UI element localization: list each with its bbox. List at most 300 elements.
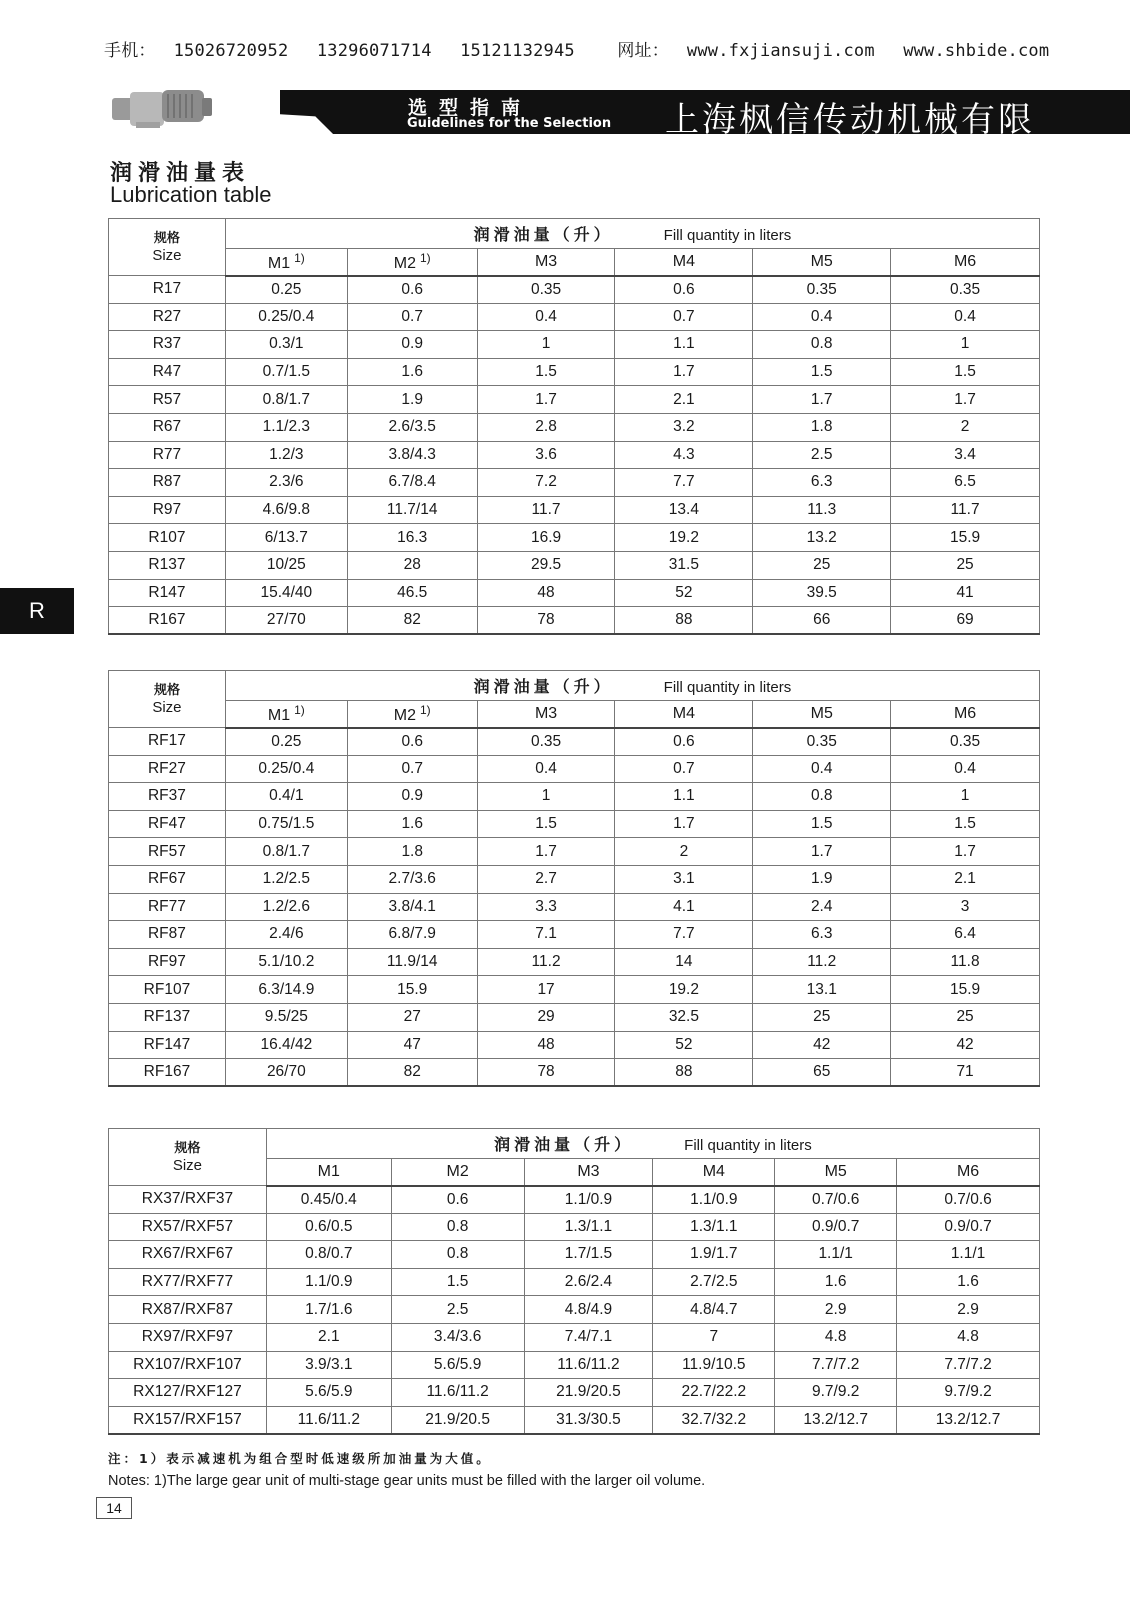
footnote-marker: 1) — [294, 250, 305, 265]
table-row — [109, 496, 1040, 524]
mounting-position-header — [891, 701, 1040, 728]
oil-quantity-cell: 1.7 — [477, 838, 615, 866]
table-row — [109, 893, 1040, 921]
mounting-position-header — [753, 249, 891, 276]
oil-quantity-cell: 4.8/4.9 — [524, 1296, 653, 1324]
oil-quantity-cell: 1.8 — [753, 413, 891, 441]
size-cell: RF77 — [109, 893, 226, 921]
mounting-position-label: M2 — [446, 1162, 469, 1180]
oil-quantity-cell: 2.8 — [477, 413, 615, 441]
table-row — [109, 1059, 1040, 1087]
oil-quantity-cell: 0.7 — [615, 303, 753, 331]
oil-quantity-cell: 2.9 — [775, 1296, 897, 1324]
oil-quantity-cell: 3.6 — [477, 441, 615, 469]
oil-quantity-cell: 0.25 — [225, 276, 347, 304]
table-row — [109, 331, 1040, 359]
notes — [108, 1448, 705, 1492]
size-cell: RF57 — [109, 838, 226, 866]
oil-quantity-cell: 2.1 — [615, 386, 753, 414]
mounting-position-header — [347, 249, 477, 276]
oil-quantity-cell: 1.5 — [477, 358, 615, 386]
mounting-position-label: M6 — [953, 252, 977, 270]
table-row — [109, 303, 1040, 331]
oil-quantity-cell: 7.7/7.2 — [775, 1351, 897, 1379]
fill-quantity-en: Fill quantity in liters — [684, 1137, 812, 1154]
oil-quantity-cell: 4.1 — [615, 893, 753, 921]
mounting-position-label: M2 — [393, 254, 416, 272]
table-row — [109, 358, 1040, 386]
oil-quantity-cell: 1.8 — [347, 838, 477, 866]
oil-quantity-cell: 1 — [477, 331, 615, 359]
size-cell: RX57/RXF57 — [109, 1213, 267, 1241]
oil-quantity-cell: 13.1 — [753, 976, 891, 1004]
oil-quantity-cell: 0.7 — [347, 303, 477, 331]
table-row — [109, 1351, 1040, 1379]
size-cell: RF167 — [109, 1059, 226, 1087]
oil-quantity-cell: 42 — [891, 1031, 1040, 1059]
oil-quantity-cell: 1.7/1.6 — [266, 1296, 391, 1324]
oil-quantity-cell: 1.7 — [753, 838, 891, 866]
oil-quantity-cell: 31.5 — [615, 551, 753, 579]
mounting-position-label: M1 — [267, 254, 291, 272]
size-header-zh: 规格 — [174, 1141, 201, 1156]
mounting-position-label: M1 — [317, 1162, 340, 1180]
oil-quantity-cell: 0.9/0.7 — [897, 1213, 1040, 1241]
table-row — [109, 1003, 1040, 1031]
note-en: Notes: 1)The large gear unit of multi-stage gear units must be filled with the larger oil volume. — [108, 1473, 706, 1489]
oil-quantity-cell: 13.2 — [753, 524, 891, 552]
oil-quantity-cell: 21.9/20.5 — [391, 1406, 524, 1434]
oil-quantity-cell: 1 — [477, 783, 615, 811]
size-cell: R17 — [109, 276, 226, 304]
mounting-position-header — [653, 1159, 775, 1186]
table-row — [109, 755, 1040, 783]
oil-quantity-cell: 78 — [477, 1059, 615, 1087]
oil-quantity-cell: 5.6/5.9 — [266, 1379, 391, 1407]
fill-quantity-header — [225, 671, 1039, 701]
oil-quantity-cell: 0.8 — [391, 1213, 524, 1241]
oil-quantity-cell: 88 — [615, 607, 753, 635]
oil-quantity-cell: 27/70 — [225, 607, 347, 635]
oil-quantity-cell: 0.8 — [753, 783, 891, 811]
oil-quantity-cell: 1.1/1 — [897, 1241, 1040, 1269]
size-cell: RX127/RXF127 — [109, 1379, 267, 1407]
fill-quantity-header — [225, 219, 1039, 249]
oil-quantity-cell: 9.5/25 — [225, 1003, 347, 1031]
oil-quantity-cell: 0.7 — [615, 755, 753, 783]
oil-quantity-cell: 25 — [753, 551, 891, 579]
oil-quantity-cell: 6.8/7.9 — [347, 921, 477, 949]
oil-quantity-cell: 0.35 — [477, 276, 615, 304]
oil-quantity-cell: 2.5 — [753, 441, 891, 469]
oil-quantity-cell: 0.35 — [753, 728, 891, 756]
oil-quantity-cell: 6.5 — [891, 469, 1040, 497]
oil-quantity-cell: 3.1 — [615, 865, 753, 893]
oil-quantity-cell: 15.4/40 — [225, 579, 347, 607]
oil-quantity-cell: 1.7 — [891, 838, 1040, 866]
oil-quantity-cell: 0.4 — [753, 303, 891, 331]
oil-quantity-cell: 0.3/1 — [225, 331, 347, 359]
oil-quantity-cell: 0.6 — [391, 1186, 524, 1214]
oil-quantity-cell: 11.9/10.5 — [653, 1351, 775, 1379]
oil-quantity-cell: 82 — [347, 607, 477, 635]
oil-quantity-cell: 2.3/6 — [225, 469, 347, 497]
size-header-zh: 规格 — [153, 683, 180, 698]
mounting-position-header — [347, 701, 477, 728]
table-row — [109, 413, 1040, 441]
oil-quantity-cell: 7.7 — [615, 469, 753, 497]
size-header — [109, 671, 226, 728]
oil-quantity-cell: 0.4 — [891, 755, 1040, 783]
oil-quantity-cell: 0.45/0.4 — [266, 1186, 391, 1214]
oil-quantity-cell: 1 — [891, 783, 1040, 811]
table-row — [109, 1186, 1040, 1214]
table-row — [109, 441, 1040, 469]
table-row — [109, 1379, 1040, 1407]
section-tab: R — [0, 588, 74, 634]
fill-quantity-zh: 润滑油量（升） — [473, 225, 614, 244]
oil-quantity-cell: 1.3/1.1 — [524, 1213, 653, 1241]
oil-quantity-cell: 1.1/0.9 — [524, 1186, 653, 1214]
size-cell: RF67 — [109, 865, 226, 893]
oil-quantity-cell: 6.4 — [891, 921, 1040, 949]
mounting-position-header — [266, 1159, 391, 1186]
size-cell: RF137 — [109, 1003, 226, 1031]
size-cell: RF27 — [109, 755, 226, 783]
oil-quantity-cell: 13.4 — [615, 496, 753, 524]
mounting-position-label: M6 — [956, 1162, 980, 1180]
oil-quantity-cell: 1.9/1.7 — [653, 1241, 775, 1269]
oil-quantity-cell: 3.8/4.1 — [347, 893, 477, 921]
oil-quantity-cell: 88 — [615, 1059, 753, 1087]
size-cell: R167 — [109, 607, 226, 635]
mounting-position-header — [775, 1159, 897, 1186]
oil-quantity-cell: 5.6/5.9 — [391, 1351, 524, 1379]
oil-quantity-cell: 13.2/12.7 — [775, 1406, 897, 1434]
lubrication-table-r — [108, 218, 1040, 635]
size-cell: RX87/RXF87 — [109, 1296, 267, 1324]
size-cell: RX77/RXF77 — [109, 1268, 267, 1296]
table-row — [109, 469, 1040, 497]
table-row — [109, 1323, 1040, 1351]
oil-quantity-cell: 2.1 — [891, 865, 1040, 893]
oil-quantity-cell: 1.7 — [615, 810, 753, 838]
oil-quantity-cell: 21.9/20.5 — [524, 1379, 653, 1407]
oil-quantity-cell: 0.35 — [891, 728, 1040, 756]
table-row — [109, 976, 1040, 1004]
mounting-position-header — [477, 249, 615, 276]
oil-quantity-cell: 0.9 — [347, 331, 477, 359]
oil-quantity-cell: 1.5 — [753, 358, 891, 386]
table-row — [109, 579, 1040, 607]
footnote-marker: 1) — [294, 702, 305, 717]
oil-quantity-cell: 1 — [891, 331, 1040, 359]
website-label: 网址： — [617, 41, 669, 61]
mounting-position-label: M3 — [534, 704, 558, 722]
lubrication-table-rf — [108, 670, 1040, 1087]
oil-quantity-cell: 25 — [891, 1003, 1040, 1031]
size-cell: R37 — [109, 331, 226, 359]
oil-quantity-cell: 1.1 — [615, 331, 753, 359]
oil-quantity-cell: 0.7 — [347, 755, 477, 783]
mounting-position-label: M3 — [534, 252, 558, 270]
oil-quantity-cell: 69 — [891, 607, 1040, 635]
oil-quantity-cell: 4.6/9.8 — [225, 496, 347, 524]
oil-quantity-cell: 15.9 — [347, 976, 477, 1004]
oil-quantity-cell: 11.6/11.2 — [524, 1351, 653, 1379]
oil-quantity-cell: 11.9/14 — [347, 948, 477, 976]
oil-quantity-cell: 4.3 — [615, 441, 753, 469]
oil-quantity-cell: 11.8 — [891, 948, 1040, 976]
oil-quantity-cell: 2.1 — [266, 1323, 391, 1351]
size-cell: RX37/RXF37 — [109, 1186, 267, 1214]
size-cell: RF107 — [109, 976, 226, 1004]
oil-quantity-cell: 1.7 — [615, 358, 753, 386]
oil-quantity-cell: 6.3 — [753, 921, 891, 949]
mounting-position-header — [225, 249, 347, 276]
oil-quantity-cell: 4.8/4.7 — [653, 1296, 775, 1324]
mounting-position-label: M3 — [577, 1162, 600, 1180]
size-cell: RX107/RXF107 — [109, 1351, 267, 1379]
selection-title-zh: 选型指南 — [408, 97, 533, 119]
selection-title-en: Guidelines for the Selection — [407, 116, 612, 131]
oil-quantity-cell: 52 — [615, 579, 753, 607]
oil-quantity-cell: 11.6/11.2 — [266, 1406, 391, 1434]
oil-quantity-cell: 66 — [753, 607, 891, 635]
mounting-position-header — [524, 1159, 653, 1186]
oil-quantity-cell: 7.7/7.2 — [897, 1351, 1040, 1379]
oil-quantity-cell: 5.1/10.2 — [225, 948, 347, 976]
oil-quantity-cell: 32.7/32.2 — [653, 1406, 775, 1434]
size-cell: R107 — [109, 524, 226, 552]
oil-quantity-cell: 31.3/30.5 — [524, 1406, 653, 1434]
oil-quantity-cell: 6.3 — [753, 469, 891, 497]
table-row — [109, 810, 1040, 838]
oil-quantity-cell: 1.6 — [775, 1268, 897, 1296]
oil-quantity-cell: 1.6 — [897, 1268, 1040, 1296]
mounting-position-label: M4 — [672, 252, 695, 270]
size-cell: RF97 — [109, 948, 226, 976]
size-header — [109, 1129, 267, 1186]
oil-quantity-cell: 1.6 — [347, 358, 477, 386]
oil-quantity-cell: 6/13.7 — [225, 524, 347, 552]
oil-quantity-cell: 0.4 — [753, 755, 891, 783]
oil-quantity-cell: 0.8 — [391, 1241, 524, 1269]
oil-quantity-cell: 7 — [653, 1323, 775, 1351]
table-row — [109, 838, 1040, 866]
oil-quantity-cell: 32.5 — [615, 1003, 753, 1031]
table-row — [109, 1406, 1040, 1434]
oil-quantity-cell: 1.5 — [391, 1268, 524, 1296]
mounting-position-header — [225, 701, 347, 728]
note-zh: 注：1）表示减速机为组合型时低速级所加油量为大值。 — [108, 1451, 492, 1466]
oil-quantity-cell: 2.7 — [477, 865, 615, 893]
oil-quantity-cell: 1.5 — [891, 810, 1040, 838]
oil-quantity-cell: 9.7/9.2 — [897, 1379, 1040, 1407]
page-title-en: Lubrication table — [110, 182, 272, 207]
table-row — [109, 607, 1040, 635]
oil-quantity-cell: 27 — [347, 1003, 477, 1031]
oil-quantity-cell: 11.2 — [753, 948, 891, 976]
oil-quantity-cell: 29 — [477, 1003, 615, 1031]
mounting-position-label: M5 — [810, 252, 833, 270]
oil-quantity-cell: 2.4 — [753, 893, 891, 921]
oil-quantity-cell: 1.1/0.9 — [266, 1268, 391, 1296]
size-header-en: Size — [152, 247, 182, 264]
oil-quantity-cell: 2.7/3.6 — [347, 865, 477, 893]
oil-quantity-cell: 2.4/6 — [225, 921, 347, 949]
oil-quantity-cell: 25 — [891, 551, 1040, 579]
table-row — [109, 728, 1040, 756]
oil-quantity-cell: 16.9 — [477, 524, 615, 552]
website-link[interactable]: www.fxjiansuji.com — [686, 41, 875, 61]
oil-quantity-cell: 0.4 — [891, 303, 1040, 331]
phone-label: 手机： — [104, 41, 156, 61]
oil-quantity-cell: 10/25 — [225, 551, 347, 579]
size-cell: R27 — [109, 303, 226, 331]
oil-quantity-cell: 82 — [347, 1059, 477, 1087]
size-cell: RX97/RXF97 — [109, 1323, 267, 1351]
oil-quantity-cell: 29.5 — [477, 551, 615, 579]
oil-quantity-cell: 1.7 — [753, 386, 891, 414]
size-cell: R147 — [109, 579, 226, 607]
table-row — [109, 276, 1040, 304]
oil-quantity-cell: 1.5 — [753, 810, 891, 838]
oil-quantity-cell: 0.35 — [753, 276, 891, 304]
oil-quantity-cell: 0.8/0.7 — [266, 1241, 391, 1269]
oil-quantity-cell: 0.35 — [891, 276, 1040, 304]
oil-quantity-cell: 1.1/1 — [775, 1241, 897, 1269]
oil-quantity-cell: 9.7/9.2 — [775, 1379, 897, 1407]
oil-quantity-cell: 1.1/0.9 — [653, 1186, 775, 1214]
table-row — [109, 524, 1040, 552]
oil-quantity-cell: 2.9 — [897, 1296, 1040, 1324]
oil-quantity-cell: 0.7/0.6 — [775, 1186, 897, 1214]
oil-quantity-cell: 1.1/2.3 — [225, 413, 347, 441]
oil-quantity-cell: 0.8 — [753, 331, 891, 359]
mounting-position-label: M5 — [824, 1162, 847, 1180]
oil-quantity-cell: 2 — [615, 838, 753, 866]
oil-quantity-cell: 48 — [477, 579, 615, 607]
oil-quantity-cell: 48 — [477, 1031, 615, 1059]
oil-quantity-cell: 0.6/0.5 — [266, 1213, 391, 1241]
gear-motor-icon — [110, 84, 215, 130]
oil-quantity-cell: 1.7 — [891, 386, 1040, 414]
size-cell: R97 — [109, 496, 226, 524]
oil-quantity-cell: 0.4/1 — [225, 783, 347, 811]
page-number: 14 — [96, 1497, 132, 1519]
oil-quantity-cell: 41 — [891, 579, 1040, 607]
oil-quantity-cell: 13.2/12.7 — [897, 1406, 1040, 1434]
oil-quantity-cell: 15.9 — [891, 524, 1040, 552]
size-cell: R87 — [109, 469, 226, 497]
table-row — [109, 921, 1040, 949]
mounting-position-header — [897, 1159, 1040, 1186]
oil-quantity-cell: 0.25/0.4 — [225, 303, 347, 331]
oil-quantity-cell: 6.7/8.4 — [347, 469, 477, 497]
table-row — [109, 1296, 1040, 1324]
table-row — [109, 551, 1040, 579]
mounting-position-label: M4 — [702, 1162, 725, 1180]
table-row — [109, 1268, 1040, 1296]
oil-quantity-cell: 11.7 — [477, 496, 615, 524]
footnote-marker: 1) — [419, 250, 431, 265]
oil-quantity-cell: 0.9/0.7 — [775, 1213, 897, 1241]
oil-quantity-cell: 1.7/1.5 — [524, 1241, 653, 1269]
oil-quantity-cell: 3.9/3.1 — [266, 1351, 391, 1379]
oil-quantity-cell: 1.2/3 — [225, 441, 347, 469]
mounting-position-label: M2 — [393, 706, 416, 724]
oil-quantity-cell: 0.9 — [347, 783, 477, 811]
website-link[interactable]: www.shbide.com — [903, 41, 1050, 61]
size-cell: RF147 — [109, 1031, 226, 1059]
table-row — [109, 865, 1040, 893]
oil-quantity-cell: 7.4/7.1 — [524, 1323, 653, 1351]
size-cell: R67 — [109, 413, 226, 441]
oil-quantity-cell: 3.4 — [891, 441, 1040, 469]
oil-quantity-cell: 22.7/22.2 — [653, 1379, 775, 1407]
footnote-marker: 1) — [420, 702, 431, 717]
size-cell: RF37 — [109, 783, 226, 811]
oil-quantity-cell: 28 — [347, 551, 477, 579]
oil-quantity-cell: 0.4 — [477, 303, 615, 331]
oil-quantity-cell: 1.5 — [477, 810, 615, 838]
fill-quantity-en: Fill quantity in liters — [663, 227, 792, 244]
table-row — [109, 386, 1040, 414]
oil-quantity-cell: 4.8 — [897, 1323, 1040, 1351]
mounting-position-header — [391, 1159, 524, 1186]
oil-quantity-cell: 7.7 — [615, 921, 753, 949]
oil-quantity-cell: 2 — [891, 413, 1040, 441]
size-cell: RX157/RXF157 — [109, 1406, 267, 1434]
oil-quantity-cell: 6.3/14.9 — [225, 976, 347, 1004]
oil-quantity-cell: 1.6 — [347, 810, 477, 838]
oil-quantity-cell: 0.8/1.7 — [225, 838, 347, 866]
oil-quantity-cell: 1.1 — [615, 783, 753, 811]
mounting-position-label: M5 — [810, 704, 833, 722]
mounting-position-header — [477, 701, 615, 728]
oil-quantity-cell: 0.6 — [615, 276, 753, 304]
oil-quantity-cell: 3.4/3.6 — [391, 1323, 524, 1351]
oil-quantity-cell: 39.5 — [753, 579, 891, 607]
oil-quantity-cell: 0.25 — [225, 728, 347, 756]
oil-quantity-cell: 11.7 — [891, 496, 1040, 524]
contact-line — [104, 36, 1094, 61]
mounting-position-header — [615, 249, 753, 276]
oil-quantity-cell: 0.35 — [477, 728, 615, 756]
oil-quantity-cell: 65 — [753, 1059, 891, 1087]
table-row — [109, 948, 1040, 976]
oil-quantity-cell: 2.6/2.4 — [524, 1268, 653, 1296]
oil-quantity-cell: 16.4/42 — [225, 1031, 347, 1059]
table-row — [109, 783, 1040, 811]
size-cell: R57 — [109, 386, 226, 414]
size-header-en: Size — [152, 699, 182, 716]
oil-quantity-cell: 0.7/1.5 — [225, 358, 347, 386]
oil-quantity-cell: 0.8/1.7 — [225, 386, 347, 414]
mounting-position-label: M1 — [267, 706, 291, 724]
company-name: 上海枫信传动机械有限公司 — [665, 100, 1035, 189]
oil-quantity-cell: 3.2 — [615, 413, 753, 441]
oil-quantity-cell: 7.1 — [477, 921, 615, 949]
oil-quantity-cell: 2.7/2.5 — [653, 1268, 775, 1296]
oil-quantity-cell: 25 — [753, 1003, 891, 1031]
oil-quantity-cell: 1.3/1.1 — [653, 1213, 775, 1241]
oil-quantity-cell: 46.5 — [347, 579, 477, 607]
phone-number: 13296071714 — [316, 41, 432, 61]
size-cell: R47 — [109, 358, 226, 386]
oil-quantity-cell: 1.9 — [753, 865, 891, 893]
